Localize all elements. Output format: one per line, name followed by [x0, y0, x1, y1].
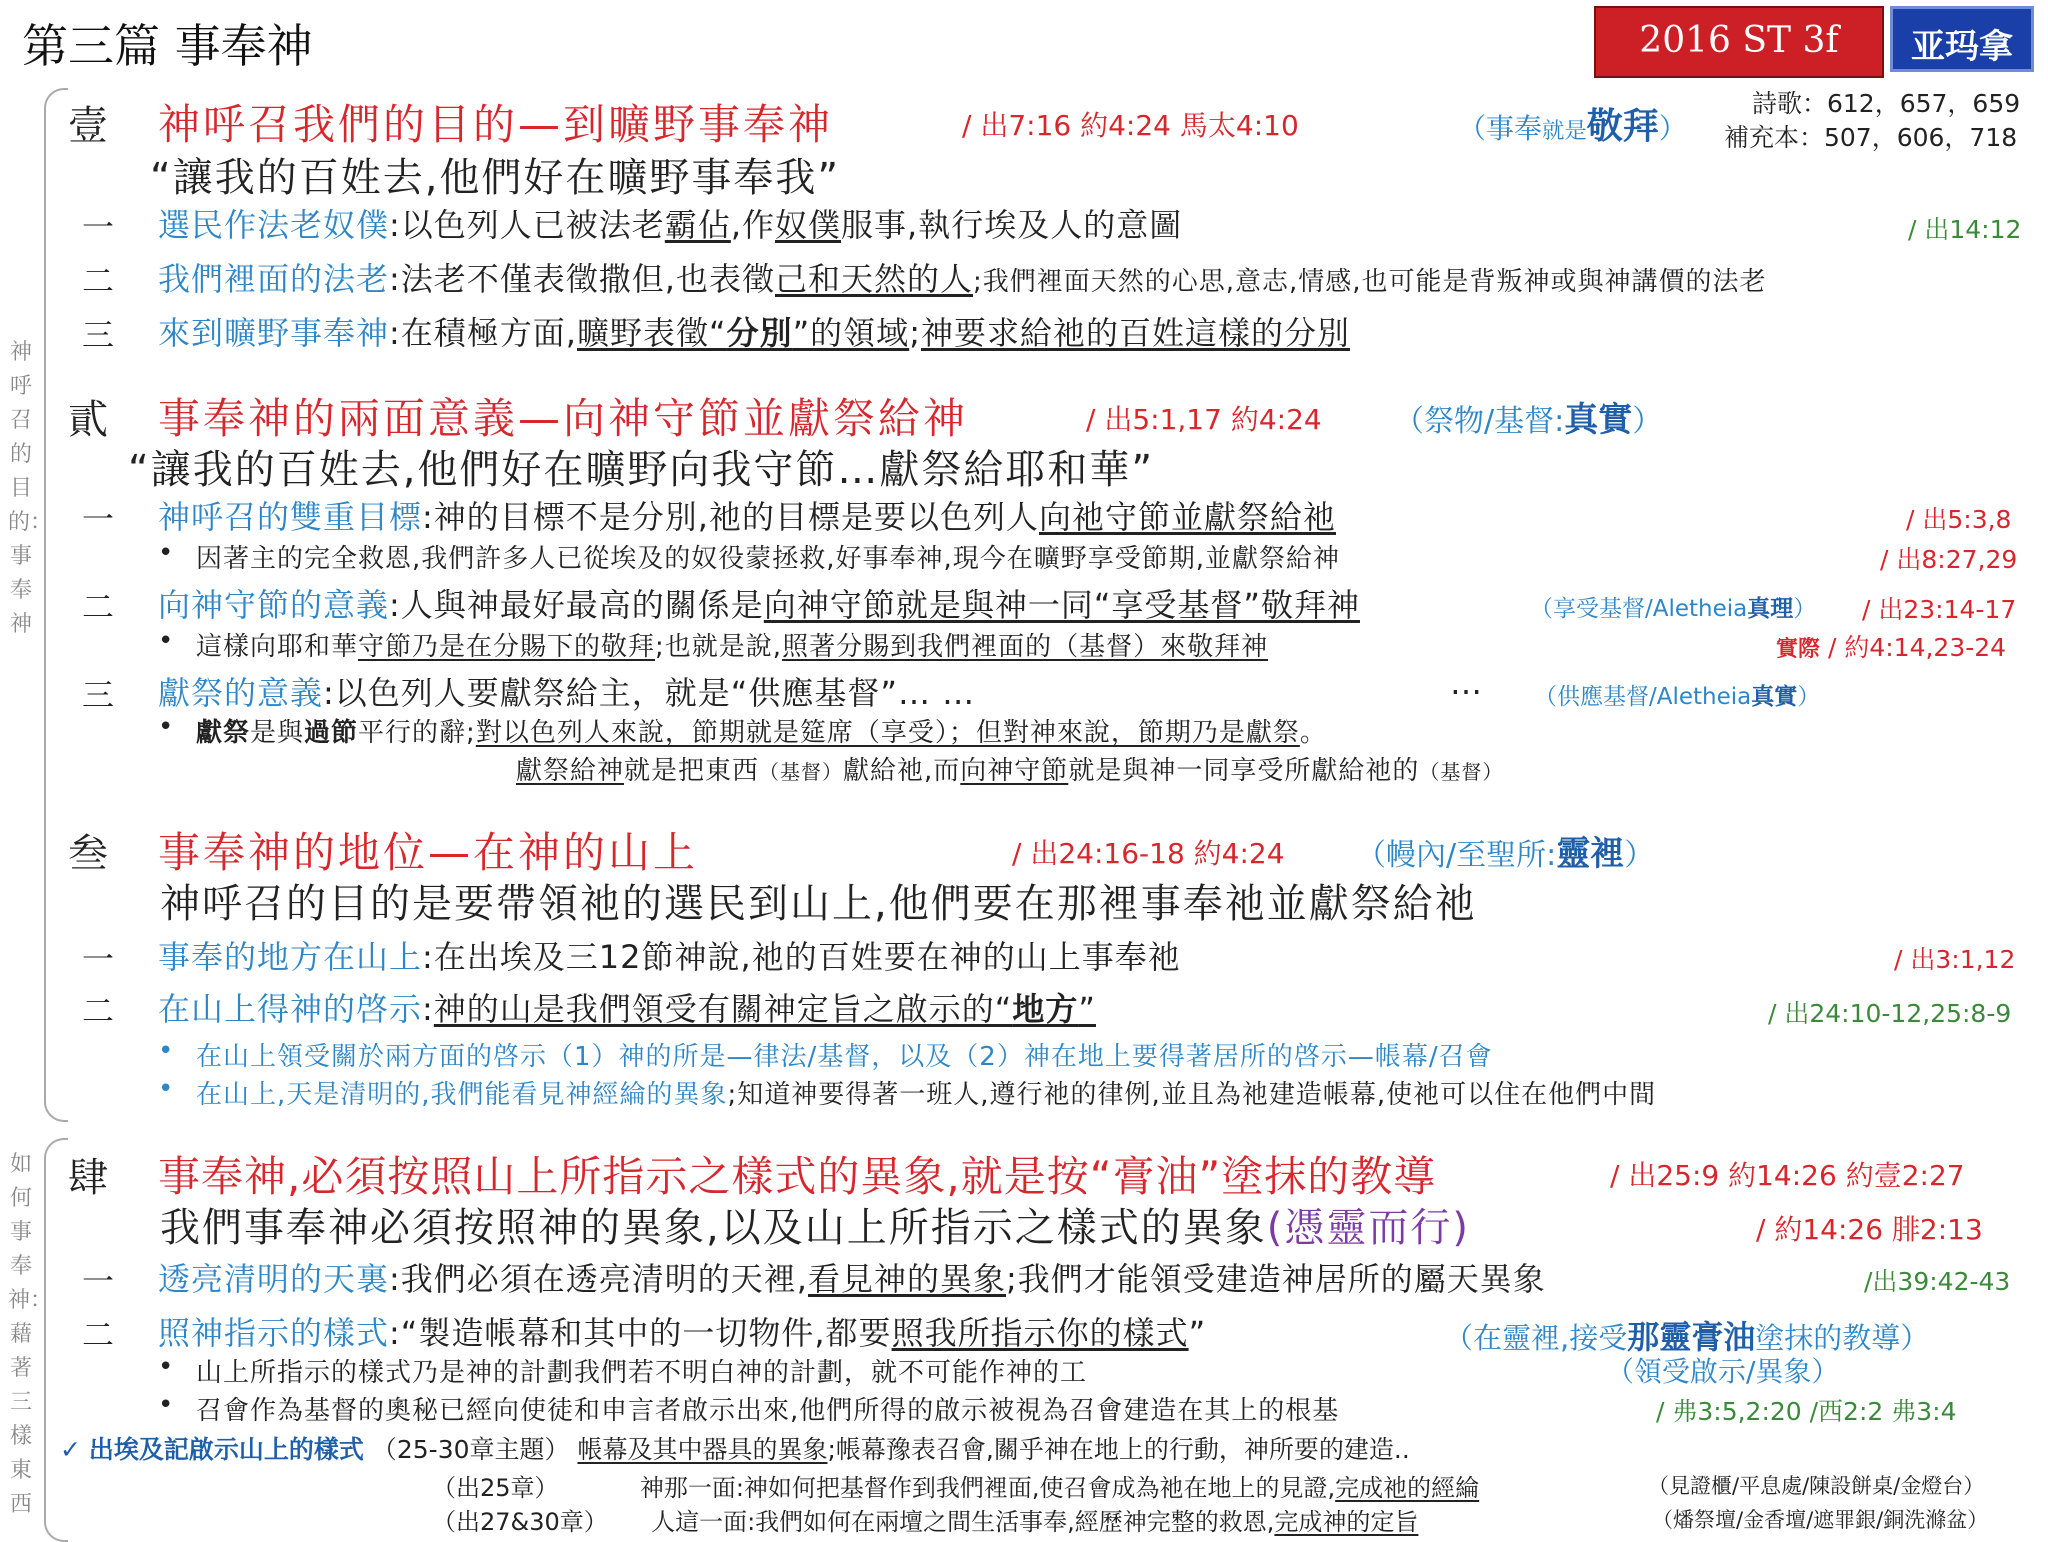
s1-quote: “讓我的百姓去,他們好在曠野事奉我” [150, 155, 841, 201]
s2-i3-num: 三 [82, 676, 115, 714]
s3-i2c: • 在山上,天是清明的,我們能看見神經綸的異象;知道神要得著一班人,遵行祂的律例,並且為祂建造帳幕,使祂可以住在他們中間 [196, 1074, 1656, 1111]
s3-i1-ref: / 出3:1,12 [1894, 945, 2016, 974]
check-icon: ✓ [60, 1435, 81, 1464]
s2-i2-note: （享受基督/Aletheia真理） [1530, 596, 1817, 622]
s4-heading: 事奉神,必須按照山上所指示之樣式的異象,就是按“膏油”塗抹的教導 [158, 1152, 1437, 1201]
footer-row-2-note: （燔祭壇/金香壇/遮罪銀/銅洗滌盆） [1652, 1508, 1989, 1532]
s3-i2: 在山上得神的啓示:神的山是我們領受有關神定旨之啟示的“地方” [158, 990, 1096, 1028]
s2-i3-ellipsis: … [1450, 664, 1483, 702]
s4-numeral: 肆 [68, 1155, 108, 1201]
s2-heading: 事奉神的兩面意義—向神守節並獻祭給神 [158, 394, 969, 443]
page-title: 第三篇 事奉神 [22, 19, 313, 73]
side-label-top: 神呼召的目的：事奉神 [8, 340, 53, 637]
hymns-line-2: 補充本：507，606，718 [1724, 123, 2018, 152]
s4-i2b-note: （領受啟示/異象） [1606, 1355, 1840, 1388]
s4-i2b: • 山上所指示的樣式乃是神的計劃我們若不明白神的計劃，就不可能作神的工 [196, 1352, 1087, 1389]
footer-check-row: ✓ 出埃及記啟示山上的樣式 （25-30章主題） 帳幕及其中器具的異象;帳幕豫表召會,關乎神在地上的行動，神所要的建造.. [60, 1435, 1410, 1464]
s4-i2c: • 召會作為基督的奧秘已經向使徒和申言者啟示出來,他們所得的啟示被視為召會建造在其上的根基 [196, 1390, 1339, 1427]
s4-i1-num: 一 [82, 1262, 115, 1300]
s2-i2-num: 二 [82, 588, 115, 626]
s4-i1-ref: /出39:42-43 [1864, 1267, 2011, 1296]
s4-i1: 透亮清明的天裏:我們必須在透亮清明的天裡,看見神的異象;我們才能領受建造神居所的屬天異象 [158, 1260, 1546, 1298]
footer-row-1: （出25章） 神那一面:神如何把基督作到我們裡面,使召會成為祂在地上的見證,完成祂的經綸 [432, 1474, 1480, 1502]
s4-i2-note: （在靈裡,接受那靈膏油塗抹的教導） [1444, 1318, 1930, 1356]
s3-ref: / 出24:16-18 約4:24 [1012, 837, 1285, 870]
s3-i1: 事奉的地方在山上:在出埃及三12節神說,祂的百姓要在神的山上事奉祂 [158, 938, 1181, 976]
s2-i1-ref: / 出5:3,8 [1906, 505, 2012, 534]
s3-numeral: 叁 [68, 831, 108, 877]
session-badge-text: 2016 ST 3f [1639, 20, 1839, 61]
s3-i2-num: 二 [82, 992, 115, 1030]
s3-i1-num: 一 [82, 940, 115, 978]
s3-note: （幔內/至聖所:靈裡） [1356, 834, 1655, 874]
s4-i2-num: 二 [82, 1316, 115, 1354]
s1-i2-num: 二 [82, 262, 116, 300]
s1-i1-ref: / 出14:12 [1908, 215, 2022, 244]
s4-quote: 我們事奉神必須按照神的異象,以及山上所指示之樣式的異象(憑靈而行) [160, 1205, 1470, 1251]
session-badge [1594, 6, 1884, 78]
s3-i2-ref: / 出24:10-12,25:8-9 [1768, 999, 2012, 1028]
s1-heading: 神呼召我們的目的—到曠野事奉神 [158, 100, 834, 149]
s1-i2: 我們裡面的法老:法老不僅表徵撒但,也表徵己和天然的人;我們裡面天然的心思,意志,情感,也可能是背叛神或與神講價的法老 [158, 260, 1767, 298]
s4-ref2: / 約14:26 腓2:13 [1756, 1213, 1983, 1246]
s2-ref: / 出5:1,17 約4:24 [1086, 403, 1322, 436]
s4-i2c-ref: / 弗3:5,2:20 /西2:2 弗3:4 [1656, 1397, 1957, 1426]
s3-quote: 神呼召的目的是要帶領祂的選民到山上,他們要在那裡事奉祂並獻祭給祂 [160, 881, 1477, 927]
s2-i2b: • 這樣向耶和華守節乃是在分賜下的敬拜;也就是說,照著分賜到我們裡面的（基督）來敬拜神 [196, 626, 1268, 663]
s3-i2b: • 在山上領受關於兩方面的啓示（1）神的所是—律法/基督，以及（2）神在地上要得著居所的啓示—帳幕/召會 [196, 1036, 1493, 1073]
hymns-line-1: 詩歌：612，657，659 [1752, 89, 2021, 118]
logo-text: 亚玛拿 [1911, 27, 2013, 67]
side-label-bottom: 如何事奉神：藉著三樣東西 [8, 1152, 53, 1517]
s2-i1b: • 因著主的完全救恩,我們許多人已從埃及的奴役蒙拯救,好事奉神,現今在曠野享受節期,並獻祭給神 [196, 538, 1340, 575]
s2-i3-note: （供應基督/Aletheia真實） [1534, 684, 1821, 710]
s2-numeral: 貳 [68, 397, 108, 443]
s2-i3: 獻祭的意義:以色列人要獻祭給主，就是“供應基督”… … [158, 674, 976, 712]
s2-i2b-ref: 實際 / 約4:14,23-24 [1776, 633, 2007, 662]
footer-row-2: （出27&30章） 人這一面:我們如何在兩壇之間生活事奉,經歷神完整的救恩,完成神的定旨 [432, 1508, 1419, 1536]
s2-i2-ref: / 出23:14-17 [1862, 595, 2017, 624]
bracket-top [44, 88, 68, 1122]
s2-i2: 向神守節的意義:人與神最好最高的關係是向神守節就是與神一同“享受基督”敬拜神 [158, 586, 1360, 624]
s4-i2: 照神指示的樣式:“製造帳幕和其中的一切物件,都要照我所指示你的樣式” [158, 1314, 1207, 1352]
s2-i3c: 獻祭給神就是把東西（基督）獻給祂,而向神守節就是與神一同享受所獻給祂的（基督） [516, 756, 1504, 786]
s4-ref: / 出25:9 約14:26 約壹2:27 [1610, 1159, 1965, 1192]
s3-heading: 事奉神的地位—在神的山上 [158, 828, 699, 877]
footer-row-1-note: （見證櫃/平息處/陳設餅桌/金燈台） [1648, 1474, 1985, 1498]
s1-i1: 選民作法老奴僕:以色列人已被法老霸佔,作奴僕服事,執行埃及人的意圖 [158, 206, 1183, 244]
s2-i1-num: 一 [82, 500, 115, 538]
s1-i3-num: 三 [82, 316, 116, 354]
s1-i1-num: 一 [82, 208, 116, 246]
s1-ref: / 出7:16 約4:24 馬太4:10 [962, 109, 1299, 142]
s2-i1b-ref: / 出8:27,29 [1880, 545, 2018, 574]
s2-i1: 神呼召的雙重目標:神的目標不是分別,祂的目標是要以色列人向祂守節並獻祭給祂 [158, 498, 1336, 536]
s2-quote: “讓我的百姓去,他們好在曠野向我守節…獻祭給耶和華” [128, 447, 1155, 493]
s2-i3b: • 獻祭是與過節平行的辭;對以色列人來說，節期就是筵席（享受）；但對神來說，節期乃是獻祭。 [196, 712, 1327, 749]
s2-note: （祭物/基督:真實） [1394, 400, 1663, 440]
s1-numeral: 壹 [68, 103, 108, 149]
s1-note: （事奉就是敬拜） [1458, 106, 1687, 147]
logo [1890, 6, 2034, 72]
bracket-bottom [44, 1138, 68, 1542]
s1-i3: 來到曠野事奉神:在積極方面,曠野表徵“分別”的領域;神要求給祂的百姓這樣的分別 [158, 314, 1350, 352]
